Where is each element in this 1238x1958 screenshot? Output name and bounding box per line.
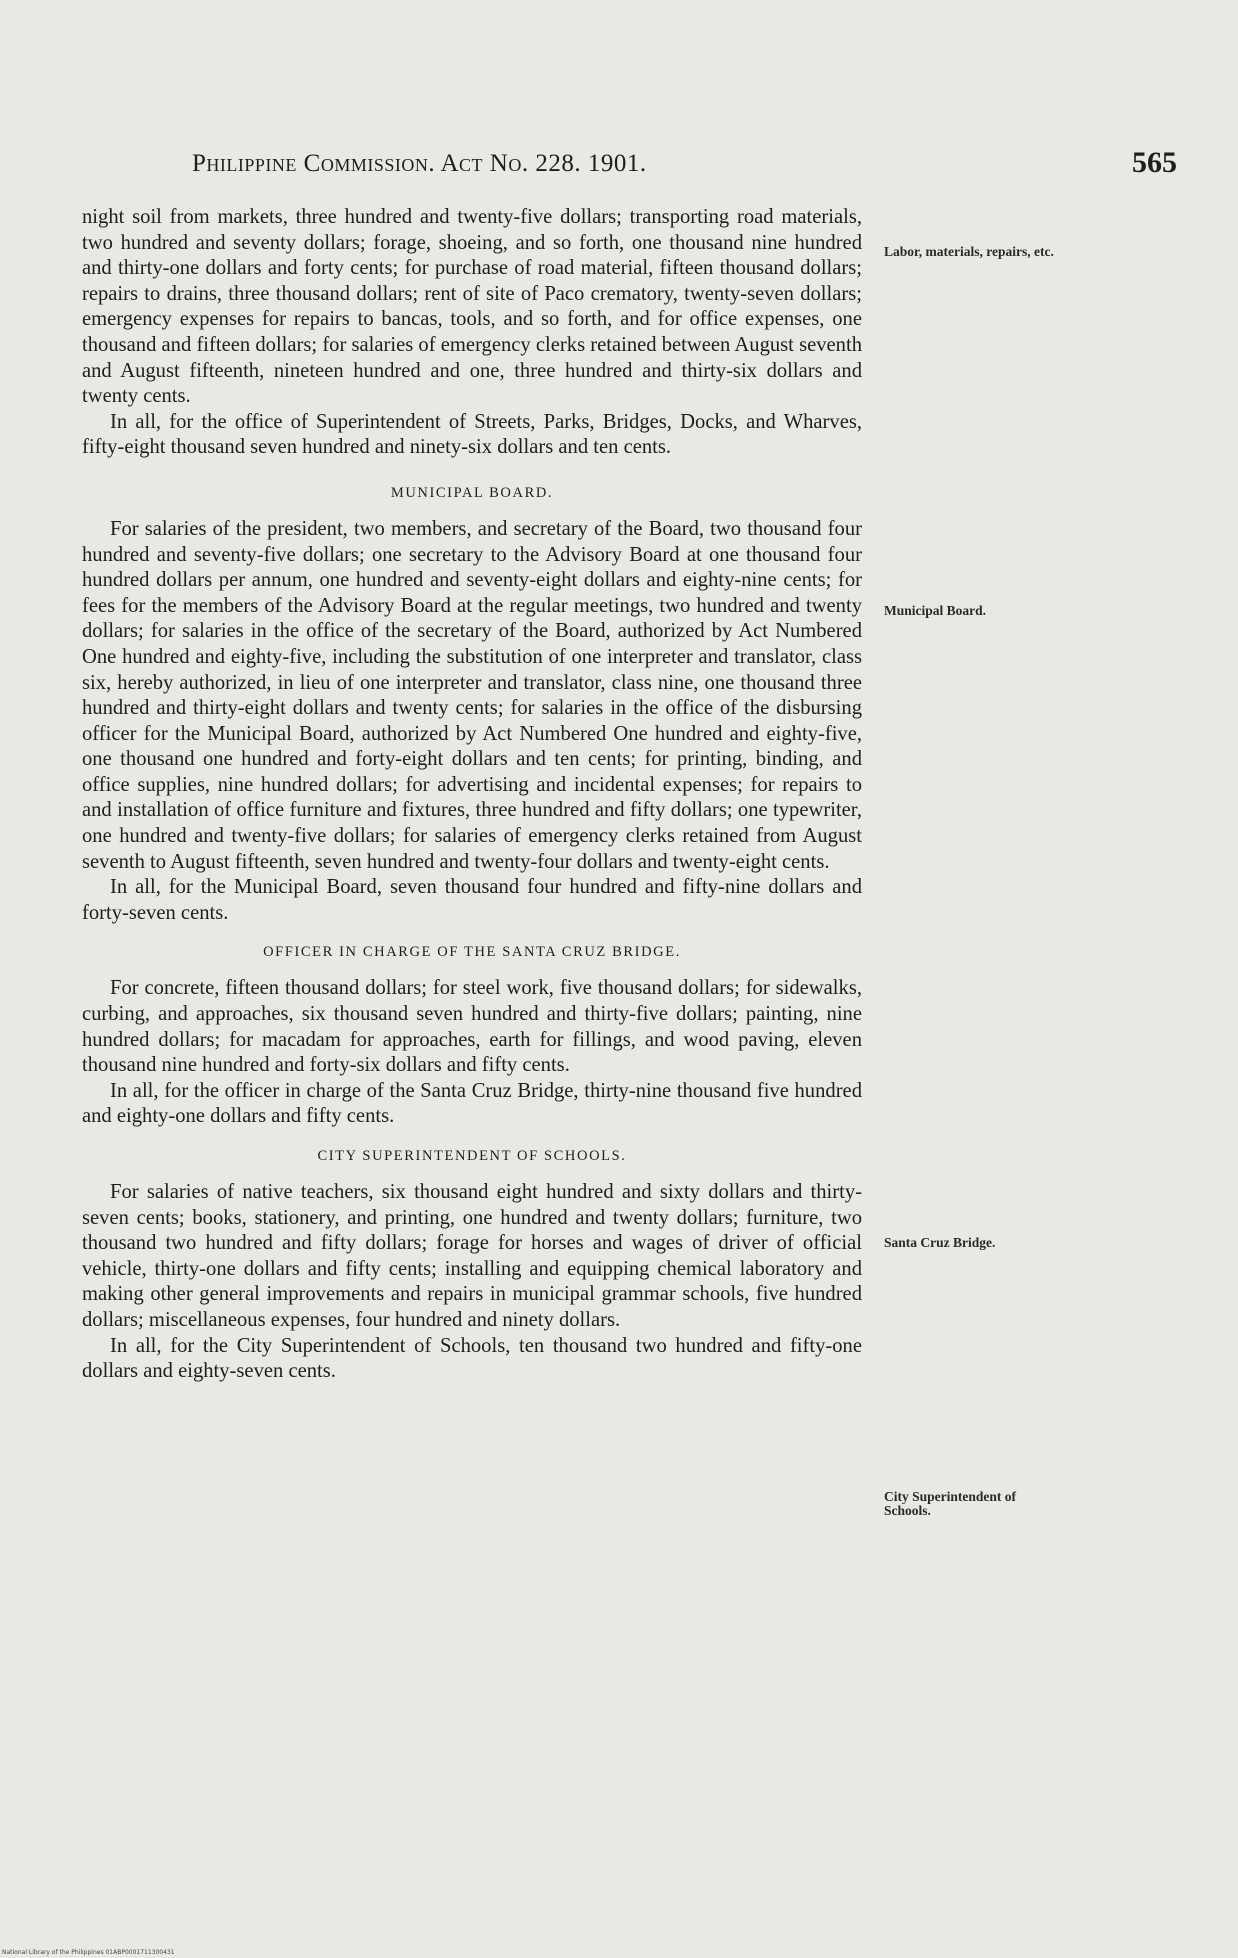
section-heading-municipal-board: MUNICIPAL BOARD. (390, 484, 554, 501)
paragraph-schools-expenses: For salaries of native teachers, six thousand eight hundred and sixty dollars and thirty-seven cents; books, stationery, and printing, one hundred and twenty dollars; furniture, two thousand two hundred and fifty dollars; forage for horses and wages of driver of official vehicle, thirty-one dollars and fifty cents; installing and equipping chemical laboratory and making other general improvements and repairs in municipal grammar schools, five hundred dollars; miscellaneous expenses, four hundred and ninety dollars. (82, 1181, 862, 1331)
paragraph-municipal-total: In all, for the Municipal Board, seven thousand four hundred and fifty-nine dollars and forty-seven cents. (82, 876, 862, 924)
scan-credit: National Library of the Philippines 01ABP0001711300431 (2, 1949, 175, 1956)
page-number: 565 (1132, 146, 1177, 179)
running-head (192, 146, 1177, 190)
section-heading-santa-cruz-bridge: OFFICER IN CHARGE OF THE SANTA CRUZ BRIDGE. (263, 944, 681, 961)
margin-note-city-schools: City Superintendent of Schools. (884, 1489, 1017, 1518)
main-text-column (82, 205, 862, 1385)
paragraph-municipal-expenses: For salaries of the president, two members, and secretary of the Board, two thousand four hundred and seventy-five dollars; one secretary to the Advisory Board at one thousand four hundred dollars per annum, one hundred and seventy-eight dollars and eighty-nine cents; for fees for the members of the Advisory Board at the regular meetings, two hundred and twenty dollars; for salaries in the office of the secretary of the Board, authorized by Act Numbered One hundred and eighty-five, including the substitution of one interpreter and translator, class six, hereby authorized, in lieu of one interpreter and translator, class nine, one thousand three hundred and thirty-eight dollars and twenty cents; for salaries in the office of the disbursing officer for the Municipal Board, authorized by Act Numbered One hundred and eighty-five, one thousand one hundred and forty-eight dollars and ten cents; for printing, binding, and office supplies, nine hundred dollars; for advertising and incidental expenses; for repairs to and installation of office furniture and fixtures, three hundred and fifty dollars; one typewriter, one hundred and twenty-five dollars; for salaries of emergency clerks retained from August seventh to August fifteenth, seven hundred and twenty-four dollars and twenty-eight cents. (82, 517, 862, 873)
running-head-title: Philippine Commission. Act No. 228. 1901. (192, 150, 647, 177)
paragraph-bridge-expenses: For concrete, fifteen thousand dollars; for steel work, five thousand dollars; for sidewalks, curbing, and approaches, six thousand seven hundred and thirty-five dollars; painting, nine hundred dollars; for macadam for approaches, earth for fillings, and wood paving, eleven thousand nine hundred and forty-six dollars and fifty cents. (82, 977, 862, 1077)
paragraph-streets-total: In all, for the office of Superintendent of Streets, Parks, Bridges, Docks, and Wharves, fifty-eight thousand seven hundred and ninety-six dollars and ten cents. (82, 410, 862, 459)
paragraph-bridge-total: In all, for the officer in charge of the Santa Cruz Bridge, thirty-nine thousand five hundred and eighty-one dollars and fifty cents. (82, 1079, 862, 1128)
margin-note-municipal-board: Municipal Board. (884, 603, 987, 618)
paragraph-schools-total: In all, for the City Superintendent of Schools, ten thousand two hundred and fifty-one dollars and eighty-seven cents. (82, 1334, 862, 1383)
section-heading-city-schools: CITY SUPERINTENDENT OF SCHOOLS. (317, 1148, 627, 1164)
paragraph-streets-expenses: night soil from markets, three hundred and twenty-five dollars; transporting road materials, two hundred and seventy dollars; forage, shoeing, and so forth, one thousand nine hundred and thirty-one dollars and forty cents; for purchase of road material, fifteen thousand dollars; repairs to drains, three thousand dollars; rent of site of Paco crematory, twenty-seven dollars; emergency expenses for repairs to bancas, tools, and so forth, and for office expenses, one thousand and fifteen dollars; for salaries of emergency clerks retained between August seventh and August fifteenth, nineteen hundred and one, three hundred and thirty-six dollars and twenty cents. (82, 206, 862, 408)
margin-note-labor: Labor, materials, repairs, etc. (884, 244, 1054, 259)
margin-note-santa-cruz-bridge: Santa Cruz Bridge. (884, 1235, 996, 1250)
